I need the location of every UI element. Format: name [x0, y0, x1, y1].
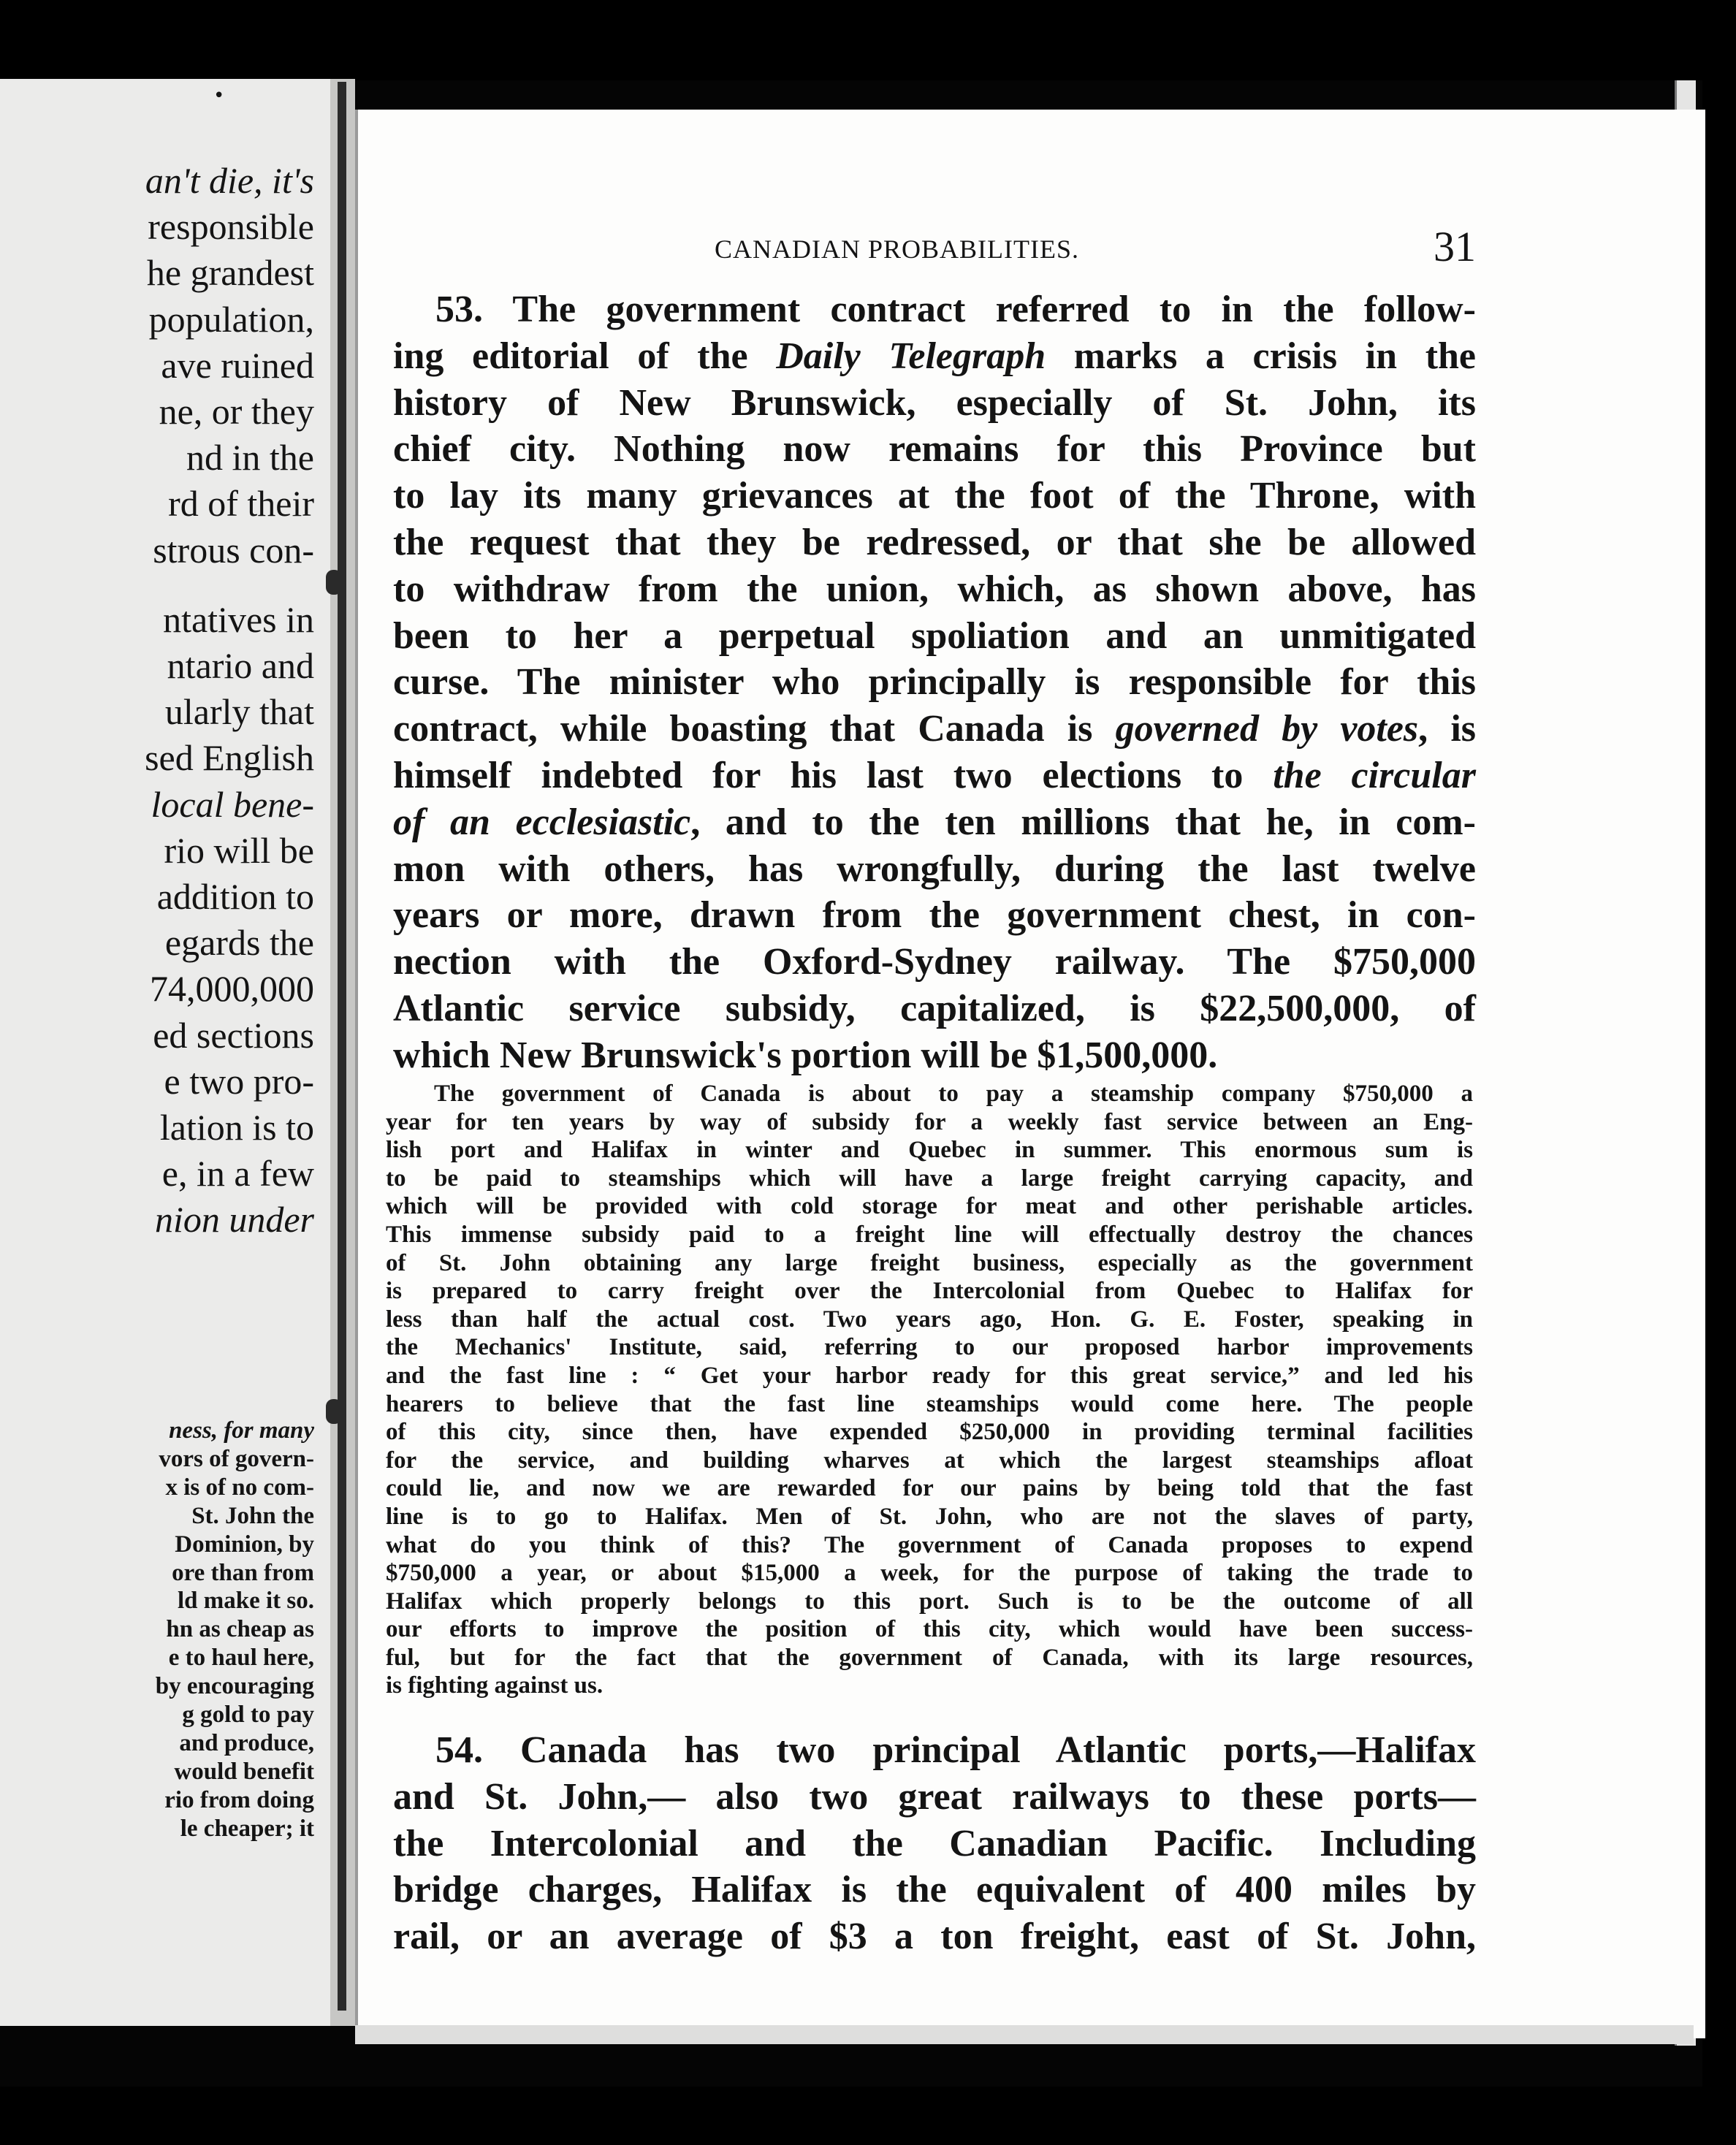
- text-line: years or more, drawn from the government chest, in con-: [393, 894, 1476, 937]
- text-line: of an ecclesiastic, and to the ten millions that he, in com-: [393, 801, 1476, 843]
- left-text-line: sed English: [145, 737, 314, 779]
- left-text-line: e to haul here,: [168, 1645, 314, 1672]
- left-text-line: vors of govern-: [159, 1445, 314, 1472]
- text-line: the request that they be redressed, or that she be allowed: [393, 521, 1476, 563]
- quote-line: the Mechanics' Institute, said, referring to our proposed harbor improvements: [386, 1334, 1473, 1361]
- left-text-line: rio will be: [164, 829, 314, 871]
- text-line: chief city. Nothing now remains for this Province but: [393, 428, 1476, 470]
- left-text-line: g gold to pay: [182, 1702, 314, 1728]
- quote-line: is fighting against us.: [386, 1672, 604, 1699]
- book-spine: [338, 82, 346, 2011]
- left-text-line: and produce,: [179, 1729, 314, 1756]
- binding-tick: [326, 570, 342, 595]
- scan-border-right: [1702, 0, 1736, 2145]
- quote-line: what do you think of this? The government of Canada proposes to expend: [386, 1531, 1473, 1558]
- text-line: and St. John,— also two great railways to these ports—: [393, 1775, 1476, 1818]
- left-text-line: e, in a few: [161, 1153, 314, 1195]
- text-line: Atlantic service subsidy, capitalized, is $22,500,000, of: [393, 987, 1476, 1029]
- left-text-line: responsible: [148, 206, 314, 248]
- newspaper-title: Daily Telegraph: [776, 335, 1046, 377]
- text-line: ing editorial of the Daily Telegraph marks a crisis in the: [393, 335, 1477, 377]
- left-text-line: 74,000,000: [150, 968, 314, 1010]
- text-line: rail, or an average of $3 a ton freight, east of St. John,: [393, 1916, 1476, 1958]
- text-line: contract, while boasting that Canada is governed by votes, is: [393, 708, 1476, 750]
- text-line: curse. The minister who principally is responsible for this: [393, 661, 1476, 704]
- quote-line: year for ten years by way of subsidy for a weekly fast service between an Eng-: [386, 1108, 1473, 1135]
- quote-line: hearers to believe that the fast line steamships would come here. The people: [386, 1390, 1473, 1417]
- left-text-line: e two pro-: [164, 1060, 314, 1102]
- left-text-line: rio from doing: [164, 1786, 314, 1813]
- text-line: which New Brunswick's portion will be $1,500,000.: [393, 1034, 1218, 1076]
- paragraph-54: [393, 1727, 1476, 1960]
- quote-line: is prepared to carry freight over the Intercolonial from Quebec to Halifax for: [386, 1278, 1473, 1305]
- text-line: 54. Canada has two principal Atlantic ports,—Halifax: [435, 1729, 1476, 1771]
- text-line: bridge charges, Halifax is the equivalent of 400 miles by: [393, 1869, 1476, 1911]
- scan-border-bottom: [0, 2087, 1736, 2145]
- left-text-line: nion under: [154, 1199, 314, 1241]
- running-title: CANADIAN PROBABILITIES.: [715, 235, 1079, 264]
- italic-phrase: governed by votes: [1115, 708, 1419, 750]
- left-text-line: ntario and: [167, 645, 314, 686]
- left-text-line: addition to: [156, 876, 314, 917]
- left-text-line: ness, for many: [169, 1417, 314, 1444]
- scan-border-top: [0, 0, 1736, 80]
- text-line: himself indebted for his last two elections to the circular: [393, 754, 1476, 796]
- quote-line: ful, but for the fact that the government of Canada, with its large resources,: [386, 1644, 1473, 1671]
- left-text-line: hn as cheap as: [166, 1616, 314, 1643]
- quote-line: which will be provided with cold storage for meat and other perishable articles.: [386, 1193, 1473, 1220]
- quote-line: $750,000 a year, or about $15,000 a week, for the purpose of taking the trade to: [386, 1560, 1473, 1587]
- left-text-line: ed sections: [153, 1014, 314, 1056]
- left-text-line: ntatives in: [163, 598, 314, 640]
- quoted-editorial: [386, 1080, 1473, 1700]
- ink-mark: •: [213, 85, 225, 107]
- quote-line: lish port and Halifax in winter and Quebec in summer. This enormous sum is: [386, 1137, 1473, 1164]
- left-text-line: ne, or they: [159, 391, 314, 432]
- italic-phrase: of an ecclesiastic: [393, 801, 691, 843]
- left-text-line: population,: [148, 298, 314, 340]
- quote-line: The government of Canada is about to pay a steamship company $750,000 a: [434, 1081, 1473, 1107]
- text-line: the Intercolonial and the Canadian Pacific. Including: [393, 1822, 1476, 1864]
- left-text-line: strous con-: [153, 529, 314, 571]
- left-text-line: ld make it so.: [177, 1588, 314, 1615]
- left-text-line: an't die, it's: [145, 160, 314, 201]
- left-text-line: by encouraging: [155, 1673, 314, 1700]
- left-text-line: ore than from: [172, 1559, 314, 1586]
- quote-line: could lie, and now we are rewarded for our pains by being told that the fast: [386, 1475, 1473, 1502]
- left-text-line: local bene-: [151, 783, 314, 825]
- text-line: been to her a perpetual spoliation and an unmitigated: [393, 614, 1476, 657]
- page-number: 31: [1434, 223, 1476, 270]
- text-line: to lay its many grievances at the foot of the Throne, with: [393, 475, 1476, 517]
- left-text-line: ularly that: [164, 691, 314, 733]
- quote-line: less than half the actual cost. Two years ago, Hon. G. E. Foster, speaking in: [386, 1306, 1473, 1333]
- left-text-line: St. John the: [191, 1502, 314, 1529]
- left-text-line: x is of no com-: [165, 1474, 314, 1501]
- quote-line: This immense subsidy paid to a freight line will effectually destroy the chances: [386, 1221, 1473, 1248]
- text-line: nection with the Oxford-Sydney railway. The $750,000: [393, 941, 1476, 983]
- page-bottom-edge: [355, 2025, 1694, 2044]
- text-line: history of New Brunswick, especially of St. John, its: [393, 381, 1476, 424]
- paragraph-53: [393, 286, 1476, 1079]
- quote-line: to be paid to steamships which will have a large freight carrying capacity, and: [386, 1165, 1473, 1192]
- left-text-line: lation is to: [159, 1107, 314, 1148]
- quote-line: our efforts to improve the position of this city, which would have been success-: [386, 1616, 1473, 1643]
- quote-line: line is to go to Halifax. Men of St. John, who are not the slaves of party,: [386, 1503, 1473, 1530]
- left-text-line: would benefit: [174, 1758, 314, 1785]
- quote-line: and the fast line : “ Get your harbor ready for this great service,” and led his: [386, 1362, 1473, 1389]
- left-text-line: he grandest: [146, 252, 314, 294]
- left-facing-page: [0, 79, 330, 2026]
- left-text-line: egards the: [164, 922, 314, 964]
- left-text-line: le cheaper; it: [180, 1815, 314, 1842]
- left-text-line: rd of their: [168, 483, 314, 525]
- text-line: to withdraw from the union, which, as shown above, has: [393, 568, 1476, 610]
- quote-line: for the service, and building wharves at which the largest steamships afloat: [386, 1447, 1473, 1474]
- quote-line: of this city, since then, have expended $250,000 in providing terminal facilities: [386, 1419, 1473, 1446]
- binding-tick: [326, 1399, 342, 1424]
- left-text-line: ave ruined: [161, 344, 314, 386]
- left-text-line: Dominion, by: [175, 1531, 314, 1558]
- text-line: 53. The government contract referred to in the follow-: [435, 289, 1476, 330]
- italic-phrase: the circular: [1273, 754, 1476, 796]
- left-text-line: nd in the: [186, 437, 314, 479]
- text-line: mon with others, has wrongfully, during the last twelve: [393, 847, 1476, 890]
- quote-line: of St. John obtaining any large freight business, especially as the government: [386, 1249, 1473, 1276]
- quote-line: Halifax which properly belongs to this port. Such is to be the outcome of all: [386, 1588, 1473, 1615]
